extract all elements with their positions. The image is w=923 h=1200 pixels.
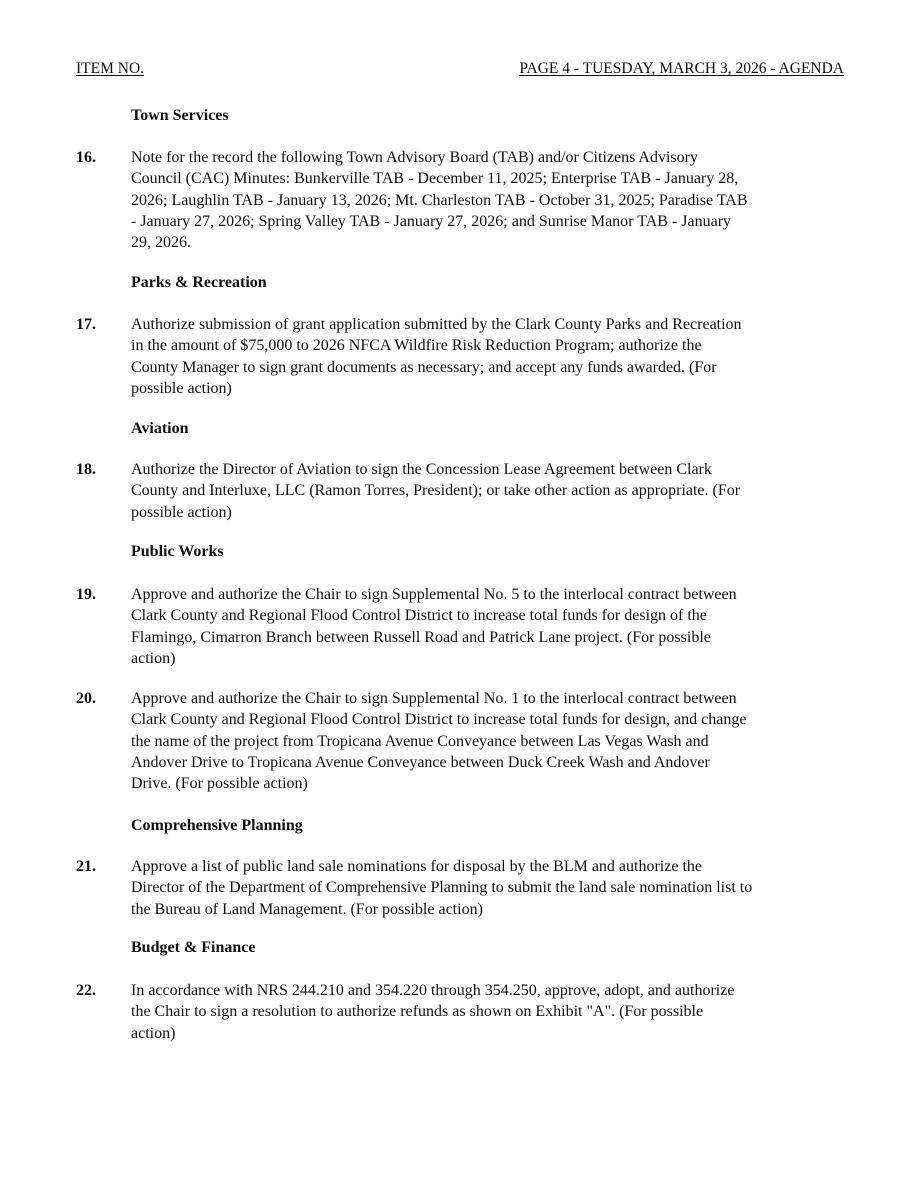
- section-heading-comprehensive-planning: Comprehensive Planning: [131, 817, 303, 834]
- item-line: - January 27, 2026; Spring Valley TAB - January 27, 2026; and Sunrise Manor TAB - January: [131, 212, 732, 230]
- item-line: Clark County and Regional Flood Control District to increase total funds for design, and change: [131, 711, 747, 729]
- item-no-label: ITEM NO.: [76, 60, 145, 77]
- item-line: action): [131, 1024, 176, 1042]
- section-heading-parks-recreation: Parks & Recreation: [131, 274, 267, 291]
- item-text: [131, 980, 846, 1044]
- item-number: 20.: [76, 690, 96, 707]
- item-line: Approve a list of public land sale nominations for disposal by the BLM and authorize the: [131, 858, 702, 875]
- item-line: Authorize submission of grant application submitted by the Clark County Parks and Recreation: [131, 316, 742, 333]
- item-number: 22.: [76, 982, 96, 999]
- item-line: Drive. (For possible action): [131, 775, 308, 793]
- item-line: Approve and authorize the Chair to sign Supplemental No. 5 to the interlocal contract between: [131, 586, 737, 603]
- item-line: in the amount of $75,000 to 2026 NFCA Wildfire Risk Reduction Program; authorize the: [131, 337, 702, 355]
- item-line: possible action): [131, 379, 232, 397]
- item-line: Director of the Department of Comprehensive Planning to submit the land sale nomination list to: [131, 879, 753, 897]
- item-line: In accordance with NRS 244.210 and 354.220 through 354.250, approve, adopt, and authorize: [131, 982, 735, 999]
- item-line: the Bureau of Land Management. (For possible action): [131, 900, 483, 918]
- item-line: possible action): [131, 503, 232, 521]
- item-line: Authorize the Director of Aviation to sign the Concession Lease Agreement between Clark: [131, 461, 712, 478]
- item-line: the Chair to sign a resolution to authorize refunds as shown on Exhibit "A". (For possible: [131, 1003, 704, 1021]
- section-heading-town-services: Town Services: [131, 107, 229, 124]
- section-heading-budget-finance: Budget & Finance: [131, 939, 256, 956]
- item-number: 19.: [76, 586, 96, 603]
- item-text: [131, 688, 846, 794]
- item-line: Council (CAC) Minutes: Bunkerville TAB - December 11, 2025; Enterprise TAB - January 28,: [131, 170, 739, 188]
- item-line: 2026; Laughlin TAB - January 13, 2026; Mt. Charleston TAB - October 31, 2025; Paradise TAB: [131, 191, 748, 209]
- item-text: [131, 314, 846, 399]
- item-line: County Manager to sign grant documents as necessary; and accept any funds awarded. (For: [131, 358, 717, 376]
- item-number: 18.: [76, 461, 96, 478]
- item-number: 17.: [76, 316, 96, 333]
- item-line: the name of the project from Tropicana Avenue Conveyance between Las Vegas Wash and: [131, 732, 709, 750]
- section-heading-public-works: Public Works: [131, 543, 224, 560]
- item-line: County and Interluxe, LLC (Ramon Torres, President); or take other action as appropriate. (For: [131, 482, 741, 500]
- page-date-title: PAGE 4 - TUESDAY, MARCH 3, 2026 - AGENDA: [519, 60, 844, 77]
- item-text: [131, 856, 846, 920]
- item-line: Flamingo, Cimarron Branch between Russell Road and Patrick Lane project. (For possible: [131, 628, 711, 646]
- item-line: Approve and authorize the Chair to sign Supplemental No. 1 to the interlocal contract between: [131, 690, 737, 707]
- item-number: 16.: [76, 149, 96, 166]
- item-line: Clark County and Regional Flood Control District to increase total funds for design of the: [131, 607, 707, 625]
- item-text: [131, 584, 846, 669]
- item-text: [131, 147, 846, 253]
- item-line: 29, 2026.: [131, 234, 191, 252]
- item-line: Note for the record the following Town Advisory Board (TAB) and/or Citizens Advisory: [131, 149, 698, 166]
- item-line: action): [131, 649, 176, 667]
- item-line: Andover Drive to Tropicana Avenue Conveyance between Duck Creek Wash and Andover: [131, 753, 710, 771]
- page-header: [76, 60, 844, 82]
- item-number: 21.: [76, 858, 96, 875]
- item-text: [131, 459, 846, 523]
- section-heading-aviation: Aviation: [131, 420, 189, 437]
